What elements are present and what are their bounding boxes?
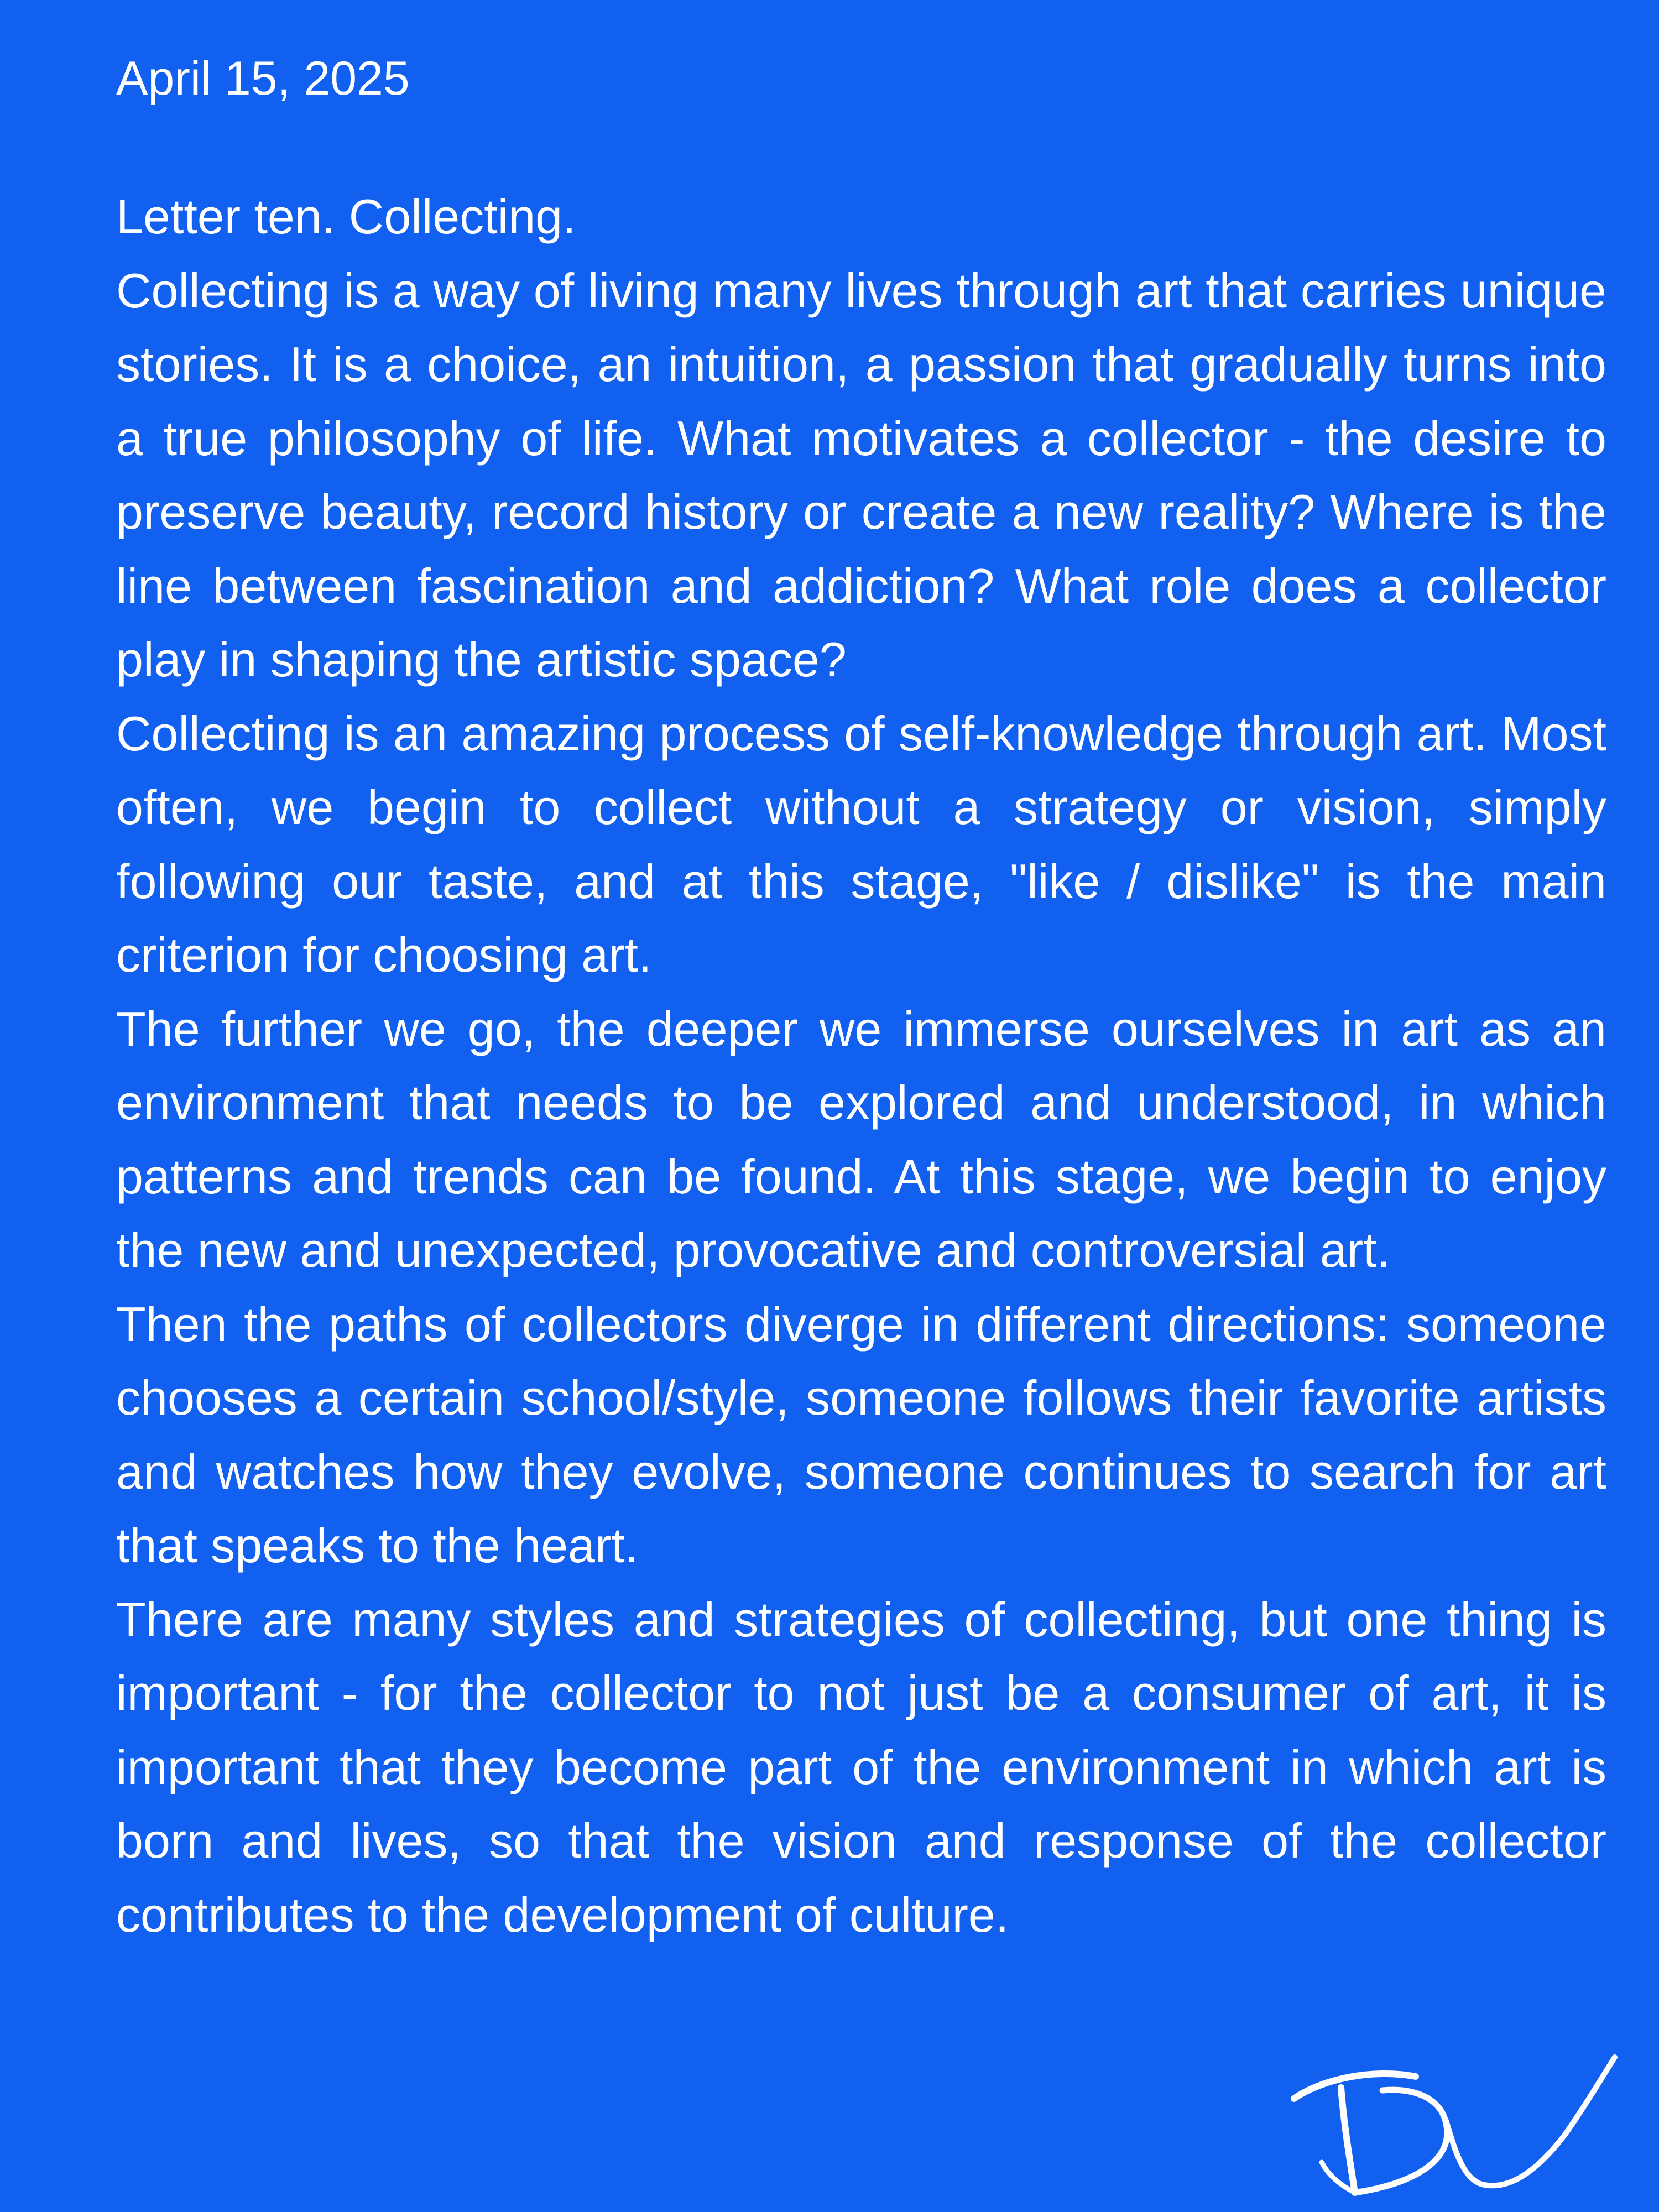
signature-d-bowl (1355, 2090, 1447, 2193)
signature-dz (1288, 2046, 1620, 2206)
letter-paragraph-3: The further we go, the deeper we immerse ourselves in art as an environment that needs to be explored and understood, in which patterns and trends can be found. At this stage, we begin to enjoy the new and unexpected, provocative and controversial art. (116, 1001, 1606, 1277)
letter-paragraph-4: Then the paths of collectors diverge in different directions: someone chooses a certain school/style, someone follows their favorite artists and watches how they evolve, someone continues to search for art that speaks to the heart. (116, 1296, 1606, 1573)
letter-body (116, 180, 1606, 1952)
signature-d-stem (1341, 2088, 1355, 2193)
letter-paragraph-1: Collecting is a way of living many lives through art that carries unique stories. It is a choice, an intuition, a passion that gradually turns into a true philosophy of life. What motivates a collector - the desire to preserve beauty, record history or create a new reality? Where is the line between fascination and addiction? What role does a collector play in shaping the artistic space? (116, 263, 1606, 687)
letter-title: Letter ten. Collecting. (116, 189, 576, 244)
signature-z (1446, 2057, 1615, 2185)
signature-d-top-stroke (1294, 2074, 1416, 2099)
letter-paragraph-5: There are many styles and strategies of collecting, but one thing is important - for the collector to not just be a consumer of art, it is important that they become part of the environment in which art is born and lives, so that the vision and response of the collector contributes to the development of culture. (116, 1592, 1606, 1942)
letter-date: April 15, 2025 (116, 52, 410, 105)
letter-paragraph-2: Collecting is an amazing process of self-knowledge through art. Most often, we begin to collect without a strategy or vision, simply following our taste, and at this stage, "like / dislike" is the main criterion for choosing art. (116, 706, 1606, 982)
